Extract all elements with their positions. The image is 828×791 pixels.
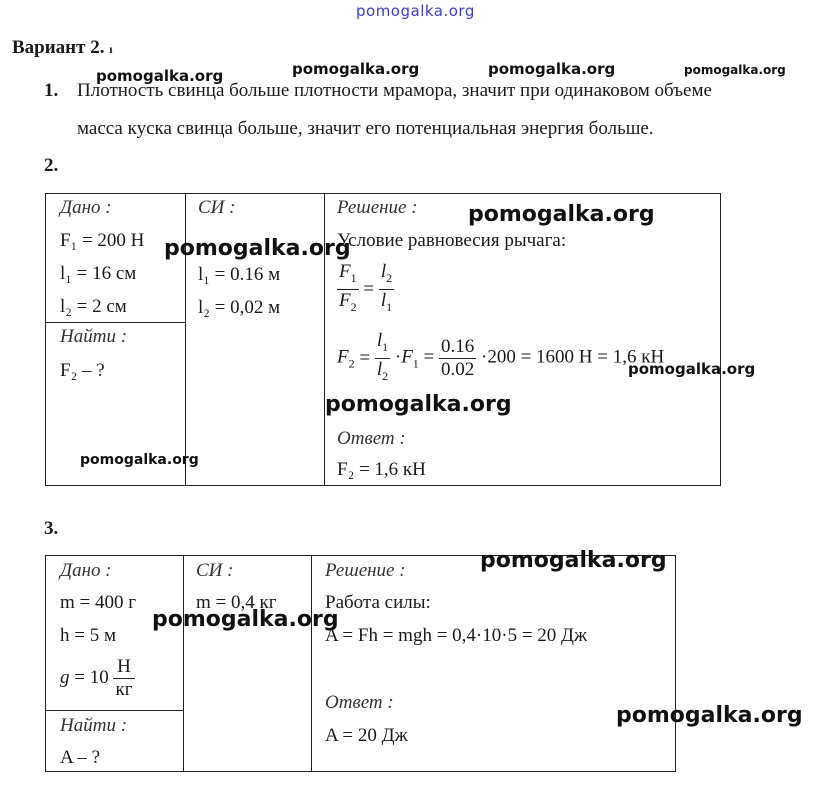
watermark-4: pomogalka.org [684,63,786,77]
task3-divider-given [45,710,184,711]
task3-solution-label: Решение : [325,560,406,581]
watermark-3: pomogalka.org [488,60,616,78]
task2-solution-text: Условие равновесия рычага: [337,230,567,251]
task3-given-label: Дано : [60,560,112,581]
task3-divider-1 [183,555,184,771]
task2-si-2: l₂ = 0,02 м [198,297,281,318]
task3-si-label: СИ : [196,560,234,581]
task2-result-formula: $F_2$ = $\frac{l_1}{l_2}$ $\cdot F_1$ = $\frac{0.16}{0.02}$ ·200 = 1600 Н = 1,6 кН [337,330,665,383]
watermark-11: pomogalka.org [152,607,339,632]
task2-si-1: l₁ = 0.16 м [198,264,281,285]
task3-number: 3. [44,518,59,539]
task2-answer: F₂ = 1,6 кН [337,459,426,480]
variant-title [12,37,113,59]
task3-find: A – ? [60,747,101,768]
task3-formula: A = Fh = mgh = 0,4·10·5 = 20 Дж [325,625,588,646]
task2-given-2: l₁ = 16 см [60,263,137,284]
task2-number: 2. [44,155,59,176]
task3-divider-2 [311,555,312,771]
task3-answer: A = 20 Дж [325,725,408,746]
watermark-8: pomogalka.org [325,392,512,417]
watermark-10: pomogalka.org [480,548,667,573]
task3-given-2: h = 5 м [60,625,116,646]
task2-si-label: СИ : [198,197,236,218]
watermark-header: pomogalka.org [356,2,475,20]
task2-ratio-formula: $\frac{F_1}{F_2}$ = $\frac{l_2}{l_1}$ [339,261,393,314]
task3-si: m = 0,4 кг [196,592,277,613]
task1-line1: Плотность свинца больше плотности мрамора, значит при одинаковом объеме [77,80,712,101]
task2-solution-label: Решение : [337,197,418,218]
task2-given-label: Дано : [60,197,112,218]
task1-line2: масса куска свинца больше, значит его потенциальная энергия больше. [77,118,654,139]
task2-find-label: Найти : [60,326,128,347]
watermark-6: pomogalka.org [164,236,351,261]
task3-given-1: m = 400 г [60,592,137,613]
variant-title-text: Вариант 2. [12,37,105,58]
task3-answer-label: Ответ : [325,692,394,713]
task3-solution-text: Работа силы: [325,592,431,613]
task3-given-g: g = 10 $\frac{Н}{кг}$ [60,656,133,700]
watermark-9: pomogalka.org [80,452,199,468]
task2-given-3: l₂ = 2 см [60,296,127,317]
watermark-7: pomogalka.org [628,360,756,378]
task2-divider-given [45,322,186,323]
watermark-1: pomogalka.org [96,67,224,85]
task1-number: 1. [44,80,59,101]
task2-given-1: F₁ = 200 Н [60,230,145,251]
task3-find-label: Найти : [60,715,128,736]
watermark-2: pomogalka.org [292,60,420,78]
watermark-12: pomogalka.org [616,703,803,728]
watermark-5: pomogalka.org [468,202,655,227]
task2-answer-label: Ответ : [337,428,406,449]
task2-find: F₂ – ? [60,360,105,381]
variant-mark: ı [109,42,113,56]
